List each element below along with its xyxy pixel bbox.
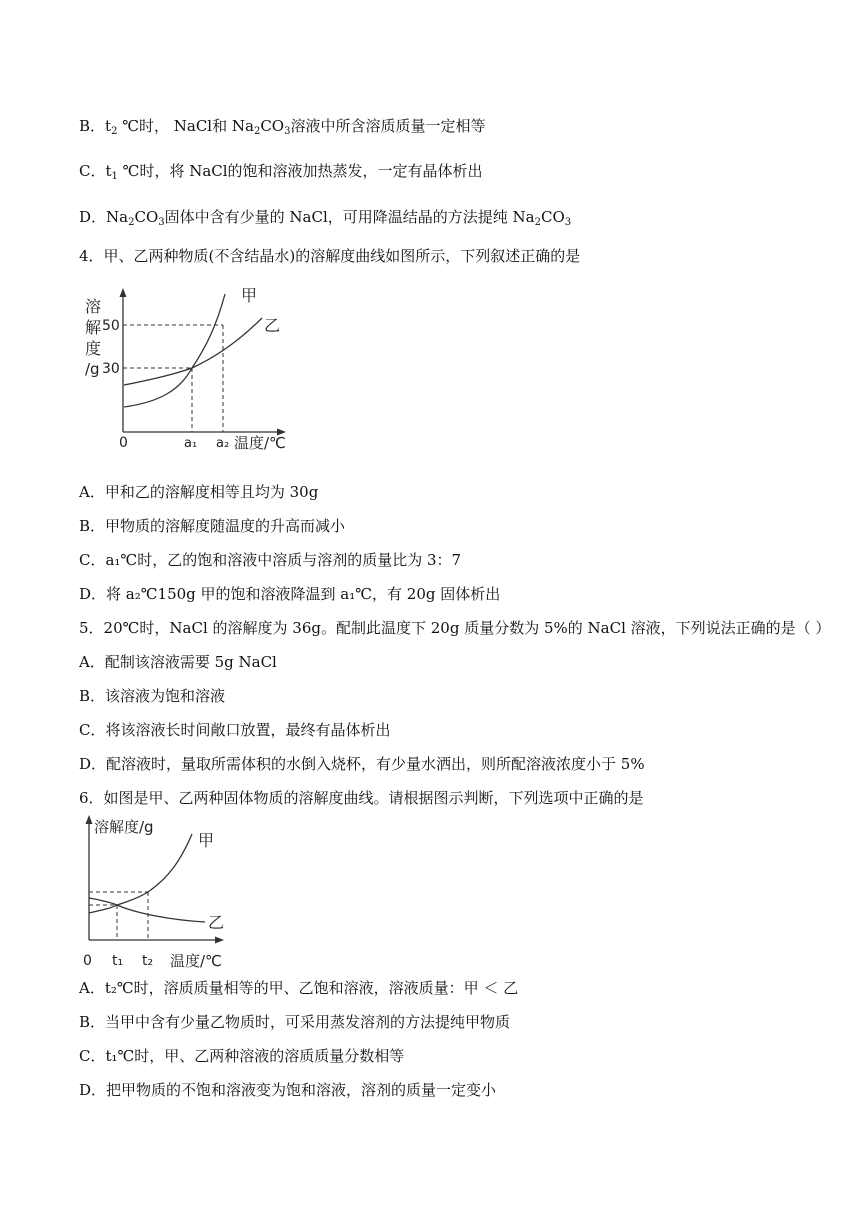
q4-y-tick-30: 30 — [102, 361, 120, 377]
q4-ylabel-char: 解 — [85, 318, 102, 337]
q4-x-tick-a1: a₁ — [184, 436, 198, 451]
subscript: 2 — [128, 217, 135, 228]
q4-option-a: A．甲和乙的溶解度相等且均为 30g — [79, 483, 319, 501]
q6-solubility-figure — [80, 812, 230, 972]
q4-label-jia: 甲 — [241, 286, 258, 305]
q5-option-d: D．配溶液时，量取所需体积的水倒入烧杯，有少量水洒出，则所配溶液浓度小于 5% — [79, 755, 645, 773]
option-text: CO — [134, 208, 159, 226]
q6-option-c: C．t₁℃时，甲、乙两种溶液的溶质质量分数相等 — [79, 1047, 405, 1065]
option-text: CO — [260, 117, 285, 135]
subscript: 2 — [534, 217, 541, 228]
q5-option-a: A．配制该溶液需要 5g NaCl — [79, 653, 277, 671]
q6-stem: 6．如图是甲、乙两种固体物质的溶解度曲线。请根据图示判断，下列选项中正确的是 — [79, 789, 644, 807]
q4-option-c: C．a₁℃时，乙的饱和溶液中溶质与溶剂的质量比为 3：7 — [79, 551, 462, 569]
temp-symbol: t — [105, 117, 112, 135]
option-letter: C． — [79, 162, 106, 180]
q4-y-axis-arrow — [120, 288, 127, 297]
option-text: CO — [540, 208, 565, 226]
q5-option-b: B．该溶液为饱和溶液 — [79, 687, 226, 705]
q6-y-axis-arrow — [86, 815, 93, 824]
q5-stem: 5．20℃时，NaCl 的溶解度为 36g。配制此温度下 20g 质量分数为 5%的 NaCl 溶液，下列说法正确的是（ ） — [79, 619, 831, 637]
q4-option-d: D．将 a₂℃150g 甲的饱和溶液降温到 a₁℃，有 20g 固体析出 — [79, 585, 501, 603]
q6-label-jia: 甲 — [198, 831, 215, 850]
option-text: Na — [106, 208, 129, 226]
q6-xlabel: 温度/℃ — [170, 952, 222, 970]
q6-curve-yi — [89, 898, 205, 922]
option-text: ℃时，将 NaCl的饱和溶液加热蒸发，一定有晶体析出 — [117, 162, 483, 180]
q4-x-tick-a2: a₂ — [216, 436, 230, 451]
temp-symbol: t — [105, 162, 112, 180]
q6-option-d: D．把甲物质的不饱和溶液变为饱和溶液，溶剂的质量一定变小 — [79, 1081, 497, 1099]
option-text: ℃时， NaCl和 Na — [117, 117, 254, 135]
q6-option-a: A．t₂℃时，溶质质量相等的甲、乙饱和溶液，溶液质量：甲 ＜ 乙 — [79, 979, 519, 997]
q4-curve-yi — [124, 318, 262, 385]
q5-option-c: C．将该溶液长时间敞口放置，最终有晶体析出 — [79, 721, 391, 739]
q4-origin: 0 — [119, 435, 128, 451]
q6-x-tick-t1: t₁ — [112, 953, 124, 969]
q4-curve-jia — [124, 294, 225, 407]
subscript: 3 — [158, 217, 165, 228]
subscript: 2 — [253, 126, 261, 137]
temp-subscript: 1 — [111, 171, 118, 182]
q6-x-axis-arrow — [215, 937, 224, 944]
q6-label-yi: 乙 — [208, 913, 225, 932]
temp-subscript: 2 — [111, 126, 118, 137]
q6-origin: 0 — [83, 953, 92, 969]
q4-y-tick-50: 50 — [102, 318, 120, 334]
q6-option-b: B．当甲中含有少量乙物质时，可采用蒸发溶剂的方法提纯甲物质 — [79, 1013, 511, 1031]
q6-x-tick-t2: t₂ — [142, 953, 154, 969]
option-text: 溶液中所含溶质质量一定相等 — [290, 117, 486, 135]
q4-ylabel-char: /g — [85, 360, 100, 378]
subscript: 3 — [564, 217, 572, 228]
q6-ylabel: 溶解度/g — [94, 818, 154, 836]
q4-ylabel-char: 溶 — [85, 297, 102, 316]
subscript: 3 — [284, 126, 291, 137]
q3-option-b — [79, 116, 485, 142]
q3-option-c — [79, 161, 483, 187]
option-text: 固体中含有少量的 NaCl，可用降温结晶的方法提纯 Na — [164, 208, 535, 226]
option-letter: B． — [79, 117, 106, 135]
q4-stem: 4．甲、乙两种物质(不含结晶水)的溶解度曲线如图所示，下列叙述正确的是 — [79, 247, 581, 265]
q4-option-b: B．甲物质的溶解度随温度的升高而减小 — [79, 517, 346, 535]
q4-xlabel: 温度/℃ — [234, 434, 286, 452]
option-letter: D． — [79, 208, 107, 226]
q4-ylabel-char: 度 — [85, 339, 102, 358]
q3-option-d — [79, 207, 571, 233]
q4-label-yi: 乙 — [264, 316, 281, 335]
q4-solubility-figure — [80, 282, 300, 456]
